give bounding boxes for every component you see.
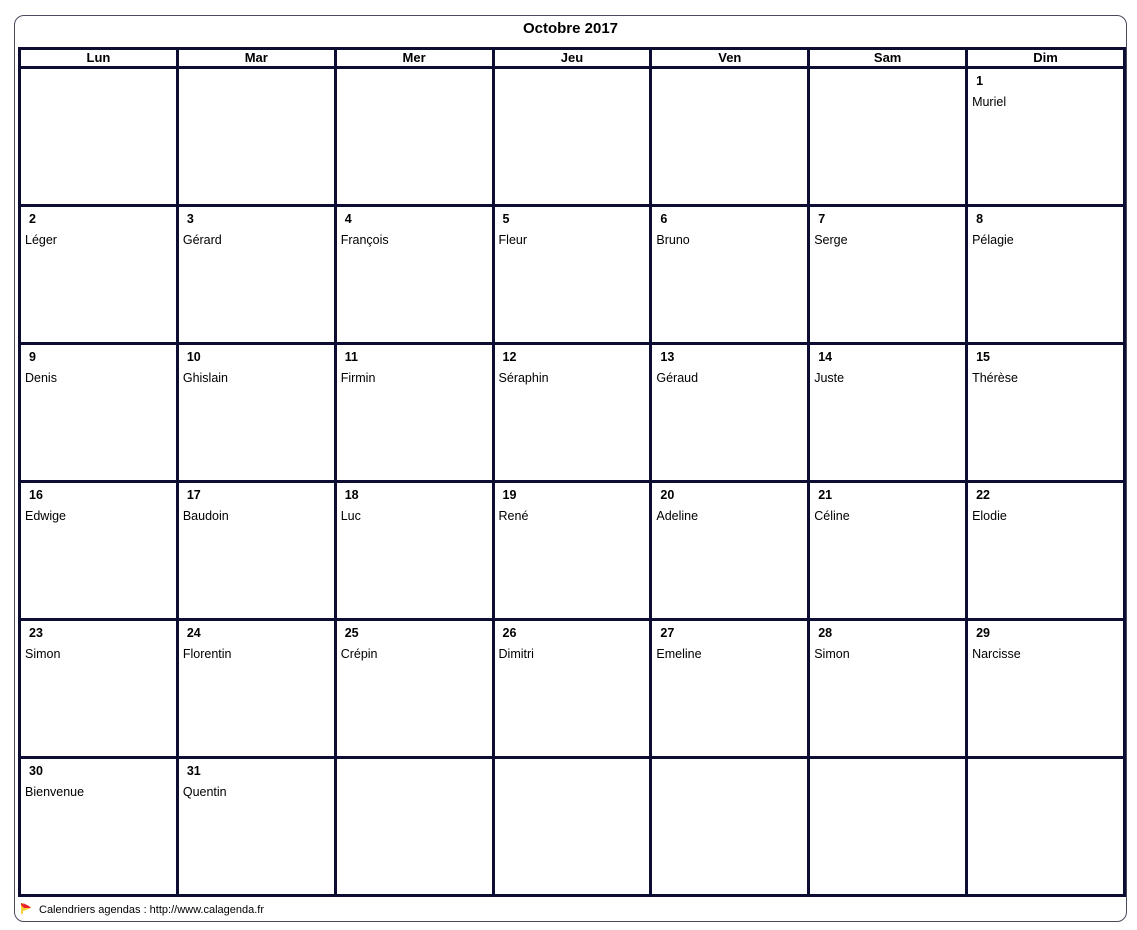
day-cell[interactable] [493,344,651,482]
day-cell[interactable] [177,758,335,896]
day-number: 16 [29,488,43,502]
day-cell[interactable] [20,344,178,482]
flag-icon [20,902,32,914]
empty-day-cell [809,68,967,206]
day-number: 14 [818,350,833,364]
saint-name: Baudoin [182,509,229,523]
week-row [20,206,1125,344]
empty-day-cell [809,758,967,896]
day-number: 12 [502,350,517,364]
day-cell[interactable] [967,206,1125,344]
week-row [20,482,1125,620]
saint-name: Thérèse [972,371,1018,385]
day-number: 2 [29,212,36,226]
day-number: 10 [186,350,201,364]
day-number: 4 [344,212,352,226]
weekday-header-row [20,49,1125,68]
day-number: 25 [344,626,359,640]
saint-name: Ghislain [182,371,229,385]
saint-name: Séraphin [498,371,549,385]
day-cell[interactable] [20,482,178,620]
week-row [20,758,1125,896]
day-cell[interactable] [967,482,1125,620]
day-cell[interactable] [177,344,335,482]
saint-name: Simon [25,647,61,661]
day-cell[interactable] [967,344,1125,482]
empty-day-cell [493,68,651,206]
empty-day-cell [651,68,809,206]
day-number: 23 [29,626,43,640]
day-number: 6 [660,212,668,226]
day-number: 29 [976,626,990,640]
saint-name: Géraud [656,371,699,385]
day-cell[interactable] [20,620,178,758]
day-number: 13 [660,350,675,364]
empty-day-cell [335,68,493,206]
day-cell[interactable] [493,482,651,620]
day-cell[interactable] [651,620,809,758]
saint-name: Léger [25,233,57,247]
day-number: 20 [660,488,675,502]
saint-name: Crépin [340,647,378,661]
empty-day-cell [177,68,335,206]
saint-name: René [498,509,529,523]
day-cell[interactable] [651,344,809,482]
day-number: 17 [186,488,201,502]
day-cell[interactable] [335,206,493,344]
calendar-title: Octobre 2017 [522,20,619,37]
saint-name: Emeline [656,647,702,661]
day-cell[interactable] [809,206,967,344]
saint-name: Firmin [340,371,376,385]
day-number: 11 [344,350,358,364]
day-number: 28 [818,626,833,640]
day-cell[interactable] [651,482,809,620]
saint-name: Luc [340,509,361,523]
weekday-header: Mer [335,49,493,68]
day-number: 9 [29,350,36,364]
day-cell[interactable] [177,482,335,620]
day-cell[interactable] [967,620,1125,758]
day-cell[interactable] [809,344,967,482]
footer-link[interactable]: Calendriers agendas : http://www.calagenda.fr [39,904,265,916]
day-cell[interactable] [967,68,1125,206]
saint-name: Fleur [498,233,528,247]
saint-name: Narcisse [972,647,1021,661]
day-number: 1 [976,74,984,88]
empty-day-cell [493,758,651,896]
day-number: 8 [976,212,984,226]
weekday-header: Sam [809,49,967,68]
day-number: 21 [818,488,833,502]
day-cell[interactable] [493,620,651,758]
saint-name: Bienvenue [25,785,85,799]
day-number: 3 [186,212,194,226]
day-number: 5 [502,212,510,226]
empty-day-cell [335,758,493,896]
day-cell[interactable] [335,482,493,620]
empty-day-cell [20,68,178,206]
saint-name: Denis [25,371,57,385]
day-cell[interactable] [809,482,967,620]
weekday-header: Dim [967,49,1125,68]
day-number: 27 [660,626,675,640]
day-cell[interactable] [809,620,967,758]
day-cell[interactable] [335,344,493,482]
weekday-header: Lun [20,49,178,68]
saint-name: Céline [814,509,850,523]
saint-name: Gérard [182,233,222,247]
day-number: 31 [186,764,201,778]
saint-name: Elodie [972,509,1007,523]
calendar-grid [18,47,1126,897]
day-cell[interactable] [177,206,335,344]
day-cell[interactable] [493,206,651,344]
saint-name: Florentin [182,647,232,661]
saint-name: Pélagie [972,233,1014,247]
day-number: 24 [186,626,201,640]
week-row [20,344,1125,482]
week-row [20,620,1125,758]
week-row [20,68,1125,206]
day-number: 19 [502,488,517,502]
saint-name: Adeline [656,509,699,523]
day-cell[interactable] [651,206,809,344]
saint-name: François [340,233,389,247]
day-cell[interactable] [177,620,335,758]
day-number: 22 [976,488,990,502]
day-number: 26 [502,626,517,640]
day-cell[interactable] [335,620,493,758]
saint-name: Edwige [25,509,66,523]
day-number: 18 [344,488,359,502]
saint-name: Juste [814,371,845,385]
saint-name: Dimitri [498,647,534,661]
saint-name: Bruno [656,233,690,247]
day-number: 30 [29,764,43,778]
saint-name: Quentin [182,785,227,799]
empty-day-cell [967,758,1125,896]
weekday-header: Jeu [493,49,651,68]
saint-name: Muriel [972,95,1007,109]
empty-day-cell [651,758,809,896]
day-number: 15 [976,350,990,364]
day-cell[interactable] [20,758,178,896]
day-cell[interactable] [20,206,178,344]
footer [20,902,264,918]
weekday-header: Ven [651,49,809,68]
saint-name: Serge [814,233,848,247]
saint-name: Simon [814,647,850,661]
weekday-header: Mar [177,49,335,68]
day-number: 7 [818,212,826,226]
